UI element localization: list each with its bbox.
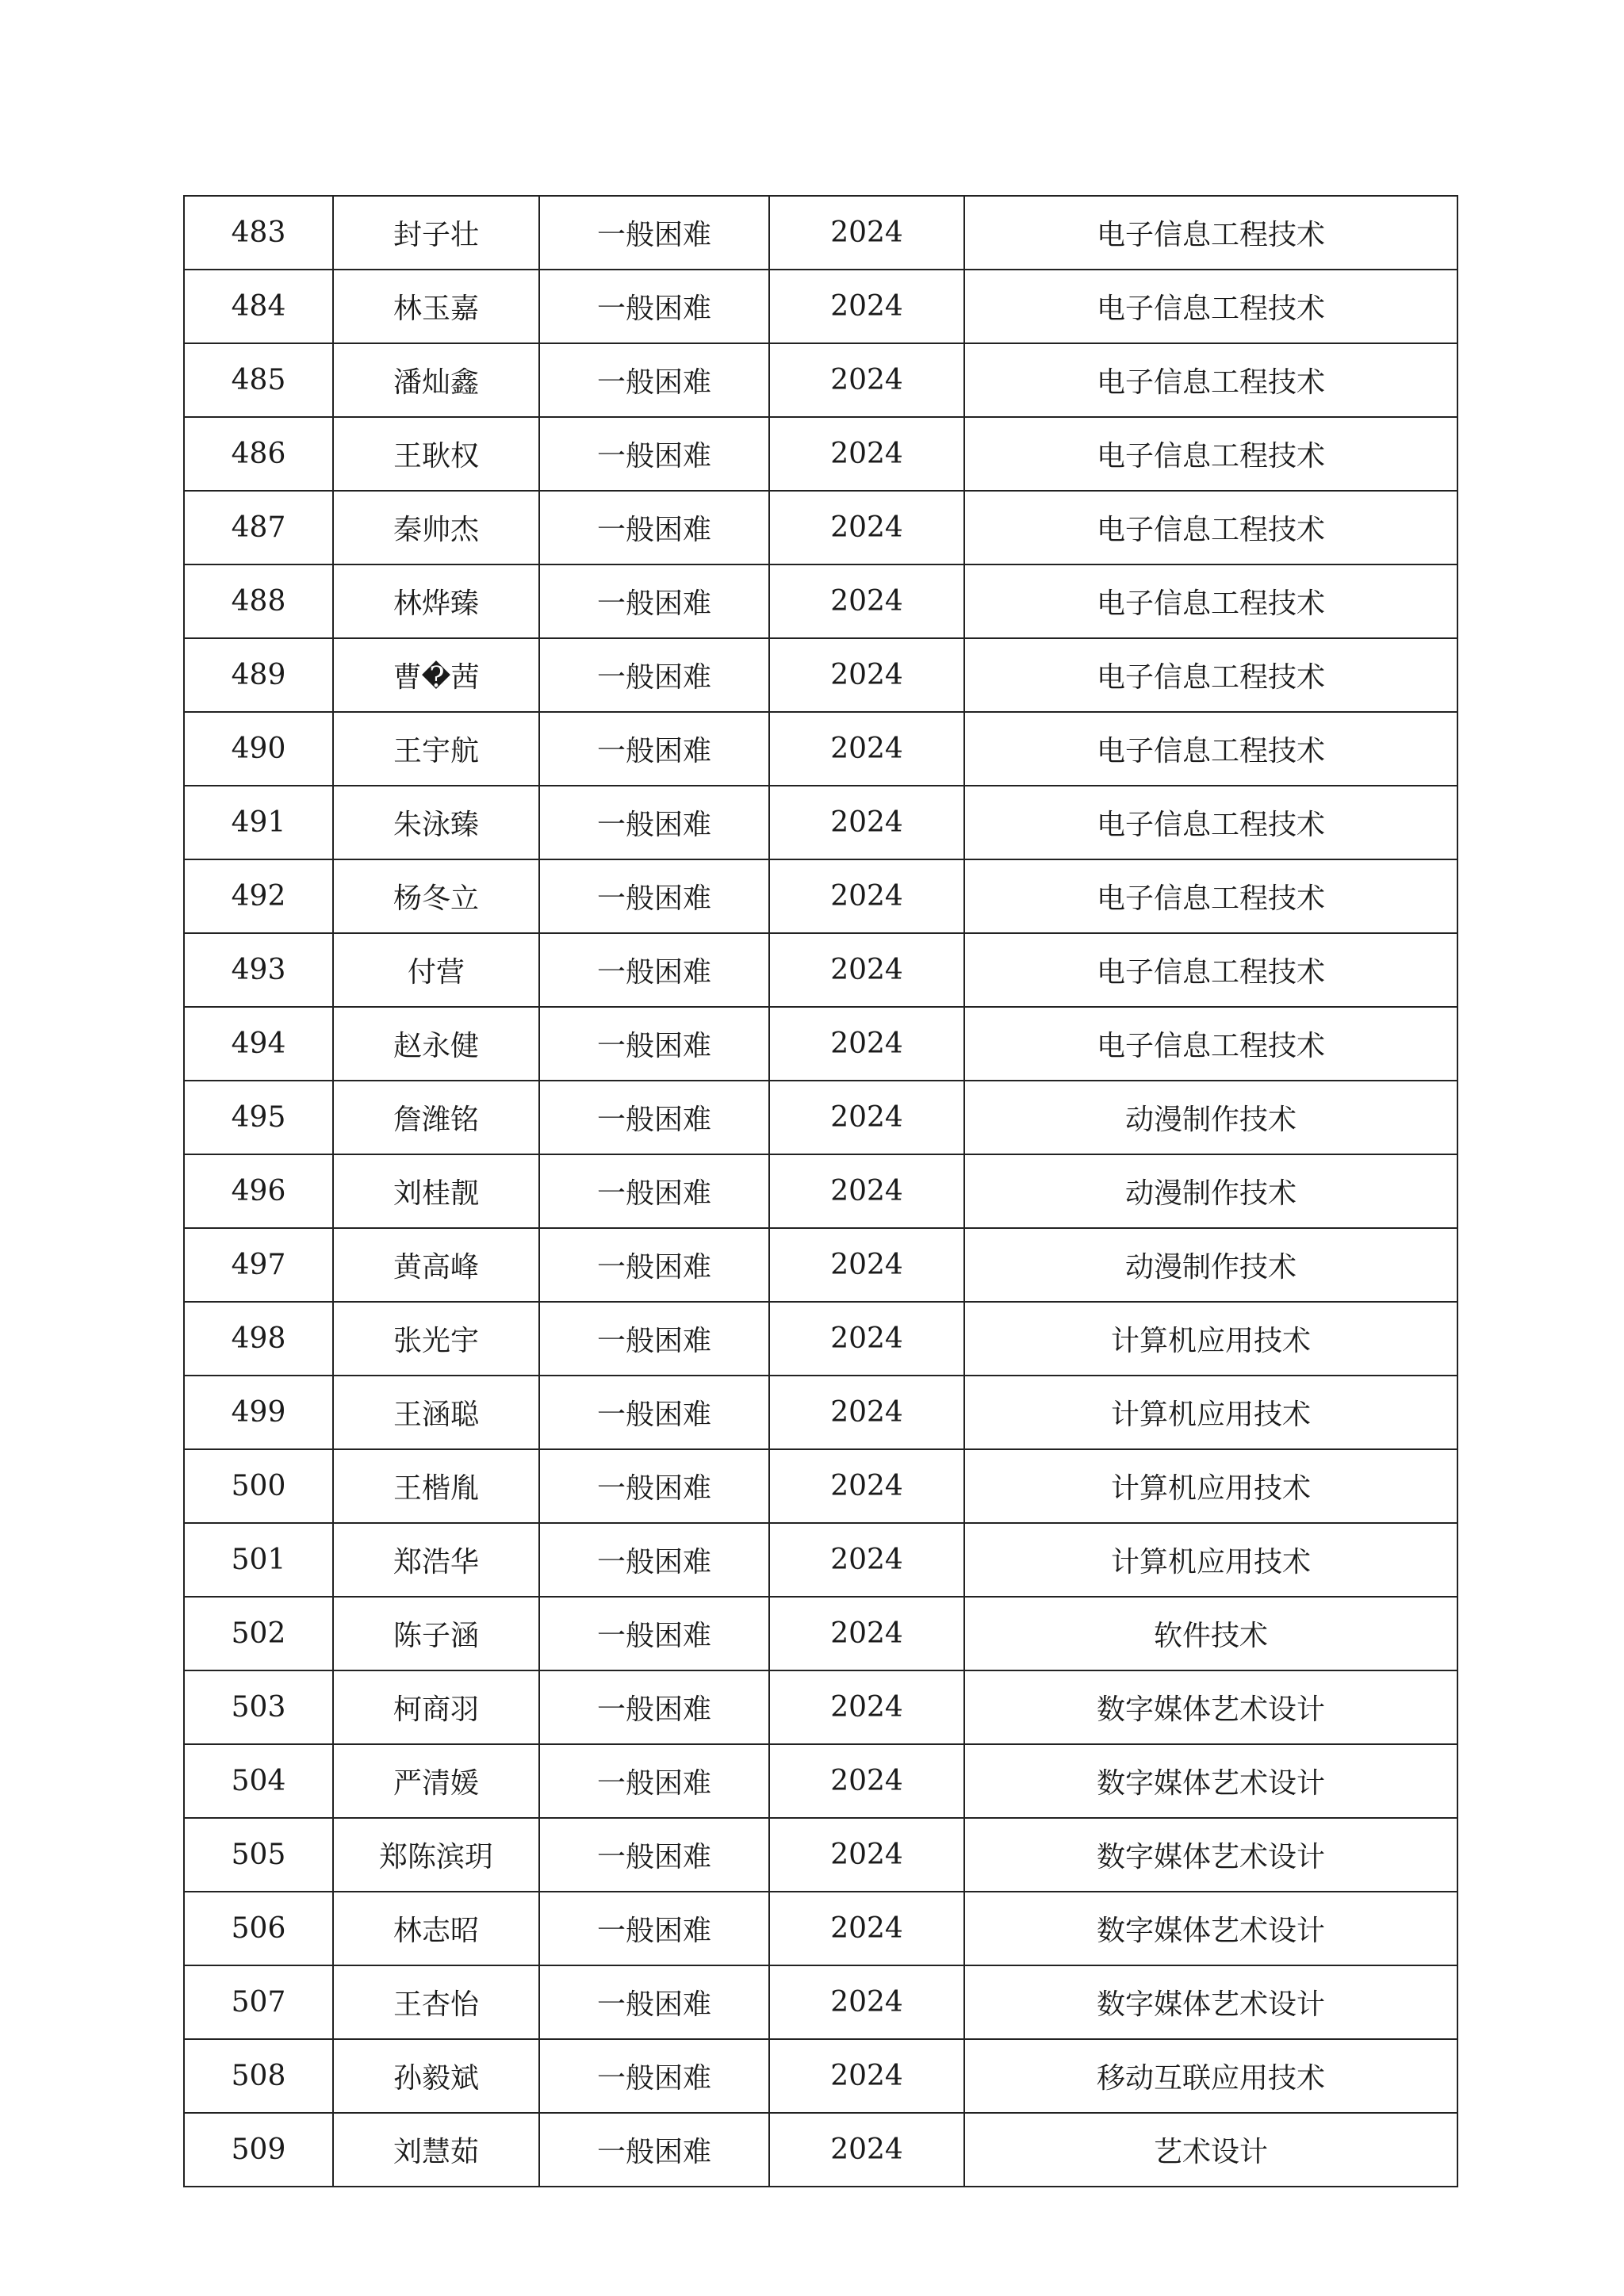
enrollment-year-cell: 2024 [769,638,964,712]
table-row [184,1154,1457,1228]
major-cell: 电子信息工程技术 [964,786,1457,859]
difficulty-level-cell: 一般困难 [539,1670,769,1744]
student-name-cell: 王涵聪 [333,1376,539,1449]
table-row [184,1965,1457,2039]
row-number-cell: 484 [184,270,333,343]
difficulty-level-cell: 一般困难 [539,1892,769,1965]
major-cell: 电子信息工程技术 [964,343,1457,417]
student-name-cell: 柯商羽 [333,1670,539,1744]
enrollment-year-cell: 2024 [769,1081,964,1154]
major-cell: 电子信息工程技术 [964,859,1457,933]
row-number-cell: 487 [184,491,333,564]
table-row [184,786,1457,859]
student-name-cell: 郑浩华 [333,1523,539,1597]
difficulty-level-cell: 一般困难 [539,1744,769,1818]
table-row [184,1228,1457,1302]
student-name-cell: 刘桂靓 [333,1154,539,1228]
major-cell: 计算机应用技术 [964,1523,1457,1597]
row-number-cell: 492 [184,859,333,933]
enrollment-year-cell: 2024 [769,1228,964,1302]
major-cell: 数字媒体艺术设计 [964,1744,1457,1818]
table-row [184,564,1457,638]
row-number-cell: 493 [184,933,333,1007]
student-name-cell: 郑陈滨玥 [333,1818,539,1892]
table-row [184,859,1457,933]
table-row [184,712,1457,786]
table-row [184,1007,1457,1081]
enrollment-year-cell: 2024 [769,343,964,417]
table-row [184,417,1457,491]
major-cell: 计算机应用技术 [964,1376,1457,1449]
difficulty-level-cell: 一般困难 [539,859,769,933]
student-name-cell: 刘慧茹 [333,2113,539,2187]
major-cell: 电子信息工程技术 [964,712,1457,786]
table-row [184,2113,1457,2187]
enrollment-year-cell: 2024 [769,2039,964,2113]
difficulty-level-cell: 一般困难 [539,417,769,491]
enrollment-year-cell: 2024 [769,1007,964,1081]
major-cell: 计算机应用技术 [964,1449,1457,1523]
table-row [184,1818,1457,1892]
enrollment-year-cell: 2024 [769,1302,964,1376]
student-name-cell: 王耿权 [333,417,539,491]
table-row [184,1449,1457,1523]
enrollment-year-cell: 2024 [769,933,964,1007]
enrollment-year-cell: 2024 [769,712,964,786]
row-number-cell: 507 [184,1965,333,2039]
major-cell: 电子信息工程技术 [964,1007,1457,1081]
enrollment-year-cell: 2024 [769,1670,964,1744]
enrollment-year-cell: 2024 [769,2113,964,2187]
table-row [184,638,1457,712]
student-name-cell: 朱泳臻 [333,786,539,859]
major-cell: 计算机应用技术 [964,1302,1457,1376]
major-cell: 数字媒体艺术设计 [964,1965,1457,2039]
difficulty-level-cell: 一般困难 [539,933,769,1007]
row-number-cell: 486 [184,417,333,491]
enrollment-year-cell: 2024 [769,196,964,270]
difficulty-level-cell: 一般困难 [539,2113,769,2187]
major-cell: 移动互联应用技术 [964,2039,1457,2113]
student-name-cell: 张光宇 [333,1302,539,1376]
table-row [184,1892,1457,1965]
major-cell: 动漫制作技术 [964,1154,1457,1228]
major-cell: 数字媒体艺术设计 [964,1818,1457,1892]
enrollment-year-cell: 2024 [769,1965,964,2039]
enrollment-year-cell: 2024 [769,564,964,638]
enrollment-year-cell: 2024 [769,1154,964,1228]
table-row [184,491,1457,564]
table-row [184,1376,1457,1449]
major-cell: 数字媒体艺术设计 [964,1670,1457,1744]
table-row [184,343,1457,417]
difficulty-level-cell: 一般困难 [539,196,769,270]
difficulty-level-cell: 一般困难 [539,1523,769,1597]
row-number-cell: 496 [184,1154,333,1228]
difficulty-level-cell: 一般困难 [539,1597,769,1670]
student-name-cell: 赵永健 [333,1007,539,1081]
table-row [184,1597,1457,1670]
enrollment-year-cell: 2024 [769,491,964,564]
enrollment-year-cell: 2024 [769,417,964,491]
major-cell: 电子信息工程技术 [964,638,1457,712]
enrollment-year-cell: 2024 [769,1892,964,1965]
difficulty-level-cell: 一般困难 [539,1302,769,1376]
difficulty-level-cell: 一般困难 [539,270,769,343]
enrollment-year-cell: 2024 [769,1597,964,1670]
enrollment-year-cell: 2024 [769,1523,964,1597]
row-number-cell: 483 [184,196,333,270]
difficulty-level-cell: 一般困难 [539,491,769,564]
student-name-cell: 黄高峰 [333,1228,539,1302]
row-number-cell: 485 [184,343,333,417]
difficulty-level-cell: 一般困难 [539,343,769,417]
difficulty-level-cell: 一般困难 [539,2039,769,2113]
enrollment-year-cell: 2024 [769,786,964,859]
row-number-cell: 505 [184,1818,333,1892]
major-cell: 动漫制作技术 [964,1228,1457,1302]
student-name-cell: 林玉嘉 [333,270,539,343]
table-row [184,1670,1457,1744]
row-number-cell: 509 [184,2113,333,2187]
row-number-cell: 489 [184,638,333,712]
enrollment-year-cell: 2024 [769,859,964,933]
difficulty-level-cell: 一般困难 [539,564,769,638]
row-number-cell: 491 [184,786,333,859]
row-number-cell: 508 [184,2039,333,2113]
row-number-cell: 490 [184,712,333,786]
enrollment-year-cell: 2024 [769,1818,964,1892]
table-body [184,196,1457,2187]
enrollment-year-cell: 2024 [769,1376,964,1449]
row-number-cell: 494 [184,1007,333,1081]
enrollment-year-cell: 2024 [769,1744,964,1818]
student-name-cell: 付营 [333,933,539,1007]
student-name-cell: 杨冬立 [333,859,539,933]
major-cell: 数字媒体艺术设计 [964,1892,1457,1965]
student-name-cell: 詹潍铭 [333,1081,539,1154]
student-name-cell: 严清媛 [333,1744,539,1818]
row-number-cell: 500 [184,1449,333,1523]
table-row [184,933,1457,1007]
table-row [184,270,1457,343]
difficulty-level-cell: 一般困难 [539,638,769,712]
difficulty-level-cell: 一般困难 [539,1154,769,1228]
student-name-cell: 林志昭 [333,1892,539,1965]
difficulty-level-cell: 一般困难 [539,1965,769,2039]
student-name-cell: 封子壮 [333,196,539,270]
student-name-cell: 潘灿鑫 [333,343,539,417]
row-number-cell: 504 [184,1744,333,1818]
table-row [184,1302,1457,1376]
table-row [184,2039,1457,2113]
major-cell: 电子信息工程技术 [964,196,1457,270]
major-cell: 电子信息工程技术 [964,417,1457,491]
major-cell: 电子信息工程技术 [964,270,1457,343]
student-name-cell: 林烨臻 [333,564,539,638]
major-cell: 电子信息工程技术 [964,564,1457,638]
row-number-cell: 495 [184,1081,333,1154]
difficulty-level-cell: 一般困难 [539,786,769,859]
row-number-cell: 502 [184,1597,333,1670]
student-name-cell: 秦帅杰 [333,491,539,564]
major-cell: 动漫制作技术 [964,1081,1457,1154]
enrollment-year-cell: 2024 [769,270,964,343]
row-number-cell: 501 [184,1523,333,1597]
table-row [184,1523,1457,1597]
student-name-cell: 孙毅斌 [333,2039,539,2113]
major-cell: 电子信息工程技术 [964,491,1457,564]
difficulty-level-cell: 一般困难 [539,1228,769,1302]
student-name-cell: 曹�茜 [333,638,539,712]
enrollment-year-cell: 2024 [769,1449,964,1523]
row-number-cell: 499 [184,1376,333,1449]
difficulty-level-cell: 一般困难 [539,1007,769,1081]
difficulty-level-cell: 一般困难 [539,712,769,786]
student-name-cell: 王楷胤 [333,1449,539,1523]
table-row [184,1081,1457,1154]
row-number-cell: 488 [184,564,333,638]
student-name-cell: 王杏怡 [333,1965,539,2039]
difficulty-level-cell: 一般困难 [539,1376,769,1449]
difficulty-level-cell: 一般困难 [539,1818,769,1892]
student-name-cell: 王宇航 [333,712,539,786]
row-number-cell: 497 [184,1228,333,1302]
table-row [184,196,1457,270]
table-row [184,1744,1457,1818]
row-number-cell: 498 [184,1302,333,1376]
row-number-cell: 503 [184,1670,333,1744]
major-cell: 软件技术 [964,1597,1457,1670]
major-cell: 电子信息工程技术 [964,933,1457,1007]
major-cell: 艺术设计 [964,2113,1457,2187]
row-number-cell: 506 [184,1892,333,1965]
student-aid-table [183,195,1458,2187]
difficulty-level-cell: 一般困难 [539,1449,769,1523]
student-name-cell: 陈子涵 [333,1597,539,1670]
difficulty-level-cell: 一般困难 [539,1081,769,1154]
